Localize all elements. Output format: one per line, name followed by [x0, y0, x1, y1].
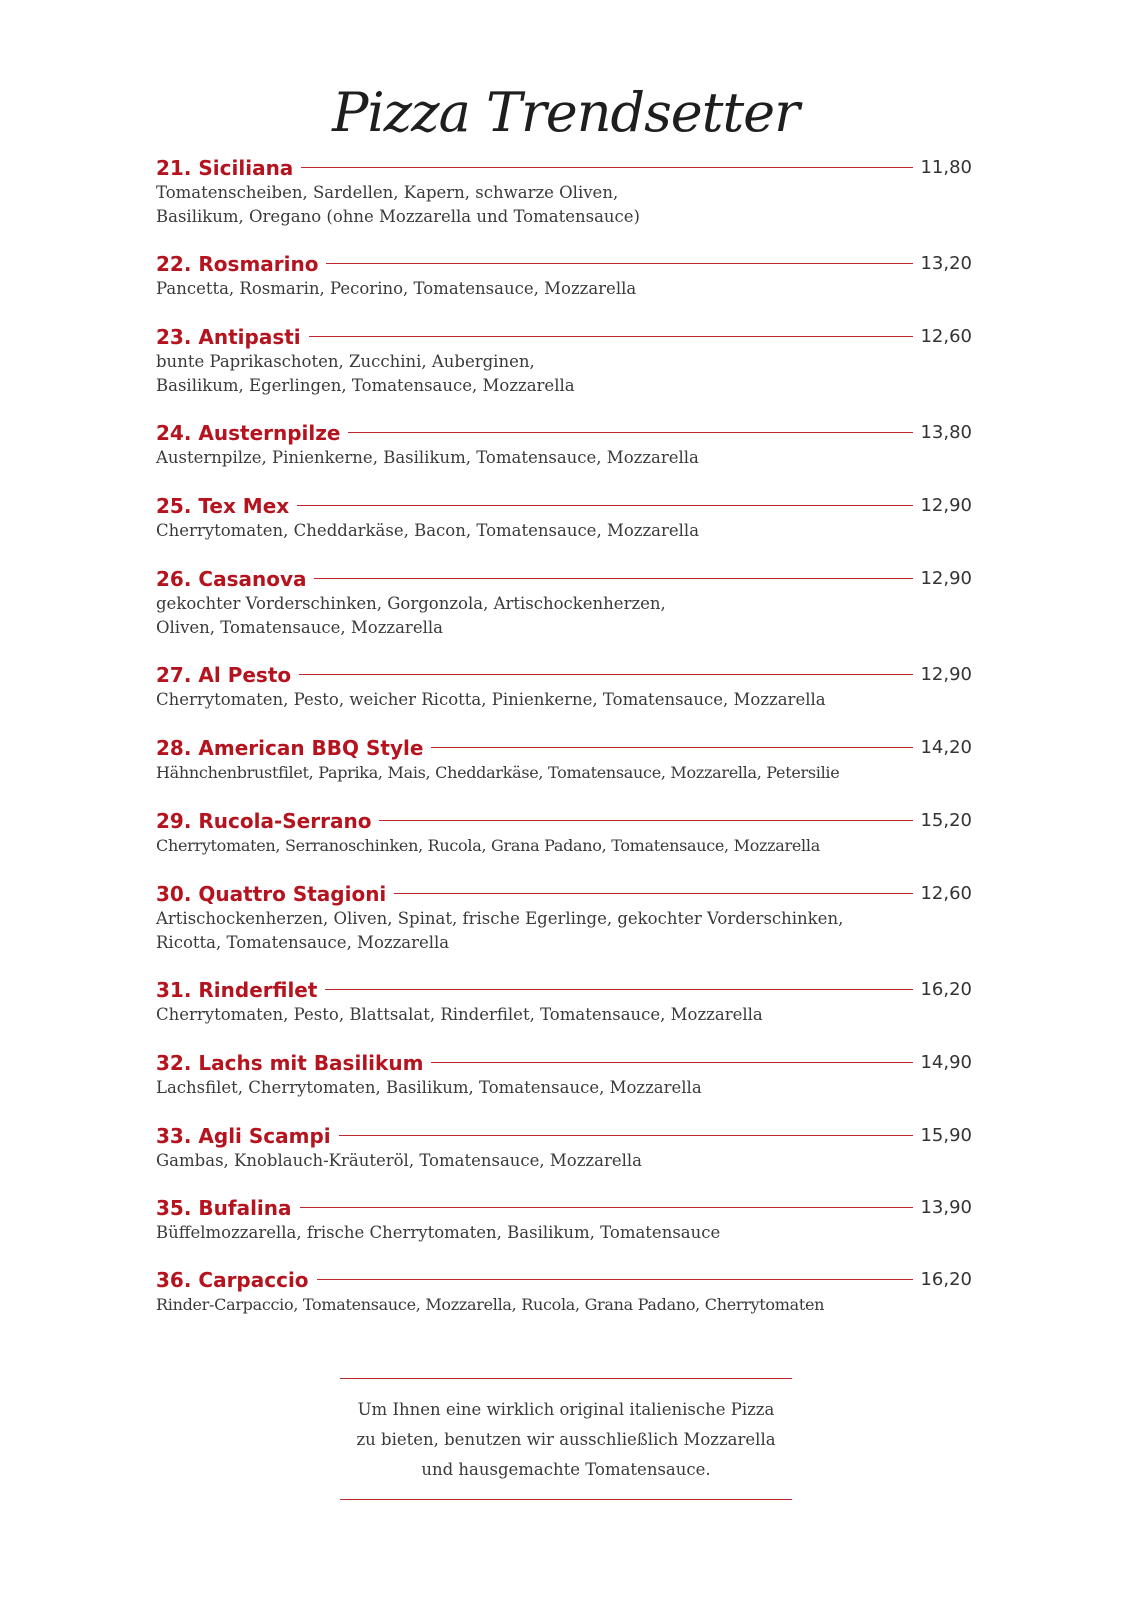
- menu-item-name: 23. Antipasti: [156, 325, 301, 349]
- menu-item-header: [156, 662, 972, 688]
- menu-item-name: 22. Rosmarino: [156, 252, 319, 276]
- menu-item-name: 32. Lachs mit Basilikum: [156, 1051, 424, 1075]
- menu-item-price: 12,60: [920, 883, 972, 904]
- menu-item-price: 15,90: [920, 1125, 972, 1146]
- page-title: Pizza Trendsetter: [332, 81, 799, 144]
- menu-item-price: 11,80: [920, 157, 972, 178]
- menu-item-price: 14,90: [920, 1052, 972, 1073]
- menu-item: [156, 251, 972, 324]
- menu-item-price: 15,20: [920, 810, 972, 831]
- menu-item-header: [156, 1050, 972, 1076]
- menu-item-description: Tomatenscheiben, Sardellen, Kapern, schwarze Oliven, Basilikum, Oregano (ohne Mozzarella und Tomatensauce): [156, 183, 640, 226]
- dotted-leader-line: [379, 820, 913, 821]
- menu-item-header: [156, 566, 972, 592]
- menu-item-price: 16,20: [920, 979, 972, 1000]
- menu-item-price: 12,90: [920, 664, 972, 685]
- menu-item-price: 12,90: [920, 495, 972, 516]
- menu-item-header: [156, 735, 972, 761]
- dotted-leader-line: [339, 1135, 913, 1136]
- menu-item-description: Cherrytomaten, Cheddarkäse, Bacon, Tomatensauce, Mozzarella: [156, 521, 700, 540]
- menu-item-description: Hähnchenbrustfilet, Paprika, Mais, Cheddarkäse, Tomatensauce, Mozzarella, Petersilie: [156, 763, 840, 782]
- menu-item-name: 30. Quattro Stagioni: [156, 882, 387, 906]
- menu-item-price: 13,20: [920, 253, 972, 274]
- menu-item-name: 29. Rucola-Serrano: [156, 809, 372, 833]
- menu-item-description: bunte Paprikaschoten, Zucchini, Auberginen, Basilikum, Egerlingen, Tomatensauce, Mozzarella: [156, 352, 575, 395]
- menu-item-description: Gambas, Knoblauch-Kräuteröl, Tomatensauce, Mozzarella: [156, 1151, 643, 1170]
- menu-item: [156, 566, 972, 662]
- menu-item: [156, 1123, 972, 1195]
- pizza-menu-list: [156, 155, 972, 1327]
- menu-item: [156, 808, 972, 881]
- menu-item: [156, 493, 972, 566]
- menu-item-name: 36. Carpaccio: [156, 1268, 309, 1292]
- menu-item-name: 26. Casanova: [156, 567, 307, 591]
- menu-item-description: Cherrytomaten, Pesto, weicher Ricotta, Pinienkerne, Tomatensauce, Mozzarella: [156, 690, 826, 709]
- menu-item: [156, 1195, 972, 1267]
- footnote-bottom-rule: [340, 1499, 792, 1500]
- menu-item-description: Lachsfilet, Cherrytomaten, Basilikum, Tomatensauce, Mozzarella: [156, 1078, 702, 1097]
- menu-item-name: 21. Siciliana: [156, 156, 294, 180]
- footnote-line: Um Ihnen eine wirklich original italienische Pizza: [357, 1400, 775, 1419]
- menu-item-header: [156, 324, 972, 350]
- menu-item-price: 13,80: [920, 422, 972, 443]
- menu-item-name: 24. Austernpilze: [156, 421, 341, 445]
- menu-item-description: gekochter Vorderschinken, Gorgonzola, Artischockenherzen, Oliven, Tomatensauce, Mozzarella: [156, 594, 666, 637]
- menu-item-header: [156, 881, 972, 907]
- menu-item-description: Büffelmozzarella, frische Cherrytomaten, Basilikum, Tomatensauce: [156, 1223, 721, 1242]
- menu-item-price: 12,60: [920, 326, 972, 347]
- menu-item-description: Pancetta, Rosmarin, Pecorino, Tomatensauce, Mozzarella: [156, 279, 637, 298]
- dotted-leader-line: [326, 263, 913, 264]
- menu-item: [156, 977, 972, 1050]
- menu-item-description: Cherrytomaten, Pesto, Blattsalat, Rinderfilet, Tomatensauce, Mozzarella: [156, 1005, 763, 1024]
- menu-item: [156, 881, 972, 977]
- dotted-leader-line: [301, 167, 913, 168]
- dotted-leader-line: [394, 893, 913, 894]
- footnote-line: zu bieten, benutzen wir ausschließlich Mozzarella: [356, 1430, 776, 1449]
- menu-item-header: [156, 1267, 972, 1293]
- menu-item: [156, 155, 972, 251]
- menu-item: [156, 420, 972, 493]
- menu-item-header: [156, 1195, 972, 1221]
- dotted-leader-line: [309, 336, 913, 337]
- menu-item-name: 25. Tex Mex: [156, 494, 290, 518]
- dotted-leader-line: [431, 1062, 913, 1063]
- menu-item-header: [156, 155, 972, 181]
- menu-item-price: 13,90: [920, 1197, 972, 1218]
- menu-item: [156, 735, 972, 808]
- menu-item-description: Rinder-Carpaccio, Tomatensauce, Mozzarella, Rucola, Grana Padano, Cherrytomaten: [156, 1295, 825, 1314]
- menu-item-name: 27. Al Pesto: [156, 663, 292, 687]
- footnote-line: und hausgemachte Tomatensauce.: [421, 1460, 711, 1479]
- dotted-leader-line: [314, 578, 913, 579]
- menu-item-description: Artischockenherzen, Oliven, Spinat, frische Egerlinge, gekochter Vorderschinken, Ricotta, Tomatensauce, Mozzarella: [156, 909, 844, 952]
- menu-item: [156, 324, 972, 420]
- dotted-leader-line: [300, 1207, 913, 1208]
- menu-item-header: [156, 808, 972, 834]
- menu-item-name: 31. Rinderfilet: [156, 978, 318, 1002]
- menu-item-header: [156, 977, 972, 1003]
- dotted-leader-line: [297, 505, 913, 506]
- dotted-leader-line: [348, 432, 913, 433]
- menu-item-header: [156, 420, 972, 446]
- dotted-leader-line: [431, 747, 913, 748]
- menu-item: [156, 662, 972, 735]
- menu-item-price: 12,90: [920, 568, 972, 589]
- dotted-leader-line: [299, 674, 913, 675]
- menu-item: [156, 1050, 972, 1123]
- menu-item-description: Cherrytomaten, Serranoschinken, Rucola, Grana Padano, Tomatensauce, Mozzarella: [156, 836, 820, 855]
- menu-item-description: Austernpilze, Pinienkerne, Basilikum, Tomatensauce, Mozzarella: [156, 448, 699, 467]
- footnote-box: [340, 1378, 792, 1500]
- menu-item-name: 33. Agli Scampi: [156, 1124, 331, 1148]
- dotted-leader-line: [325, 989, 913, 990]
- menu-item: [156, 1267, 972, 1327]
- menu-item-price: 14,20: [920, 737, 972, 758]
- footnote-text: [340, 1379, 792, 1499]
- menu-item-name: 35. Bufalina: [156, 1196, 292, 1220]
- menu-item-header: [156, 1123, 972, 1149]
- dotted-leader-line: [317, 1279, 913, 1280]
- menu-item-price: 16,20: [920, 1269, 972, 1290]
- menu-item-header: [156, 251, 972, 277]
- menu-item-header: [156, 493, 972, 519]
- menu-item-name: 28. American BBQ Style: [156, 736, 424, 760]
